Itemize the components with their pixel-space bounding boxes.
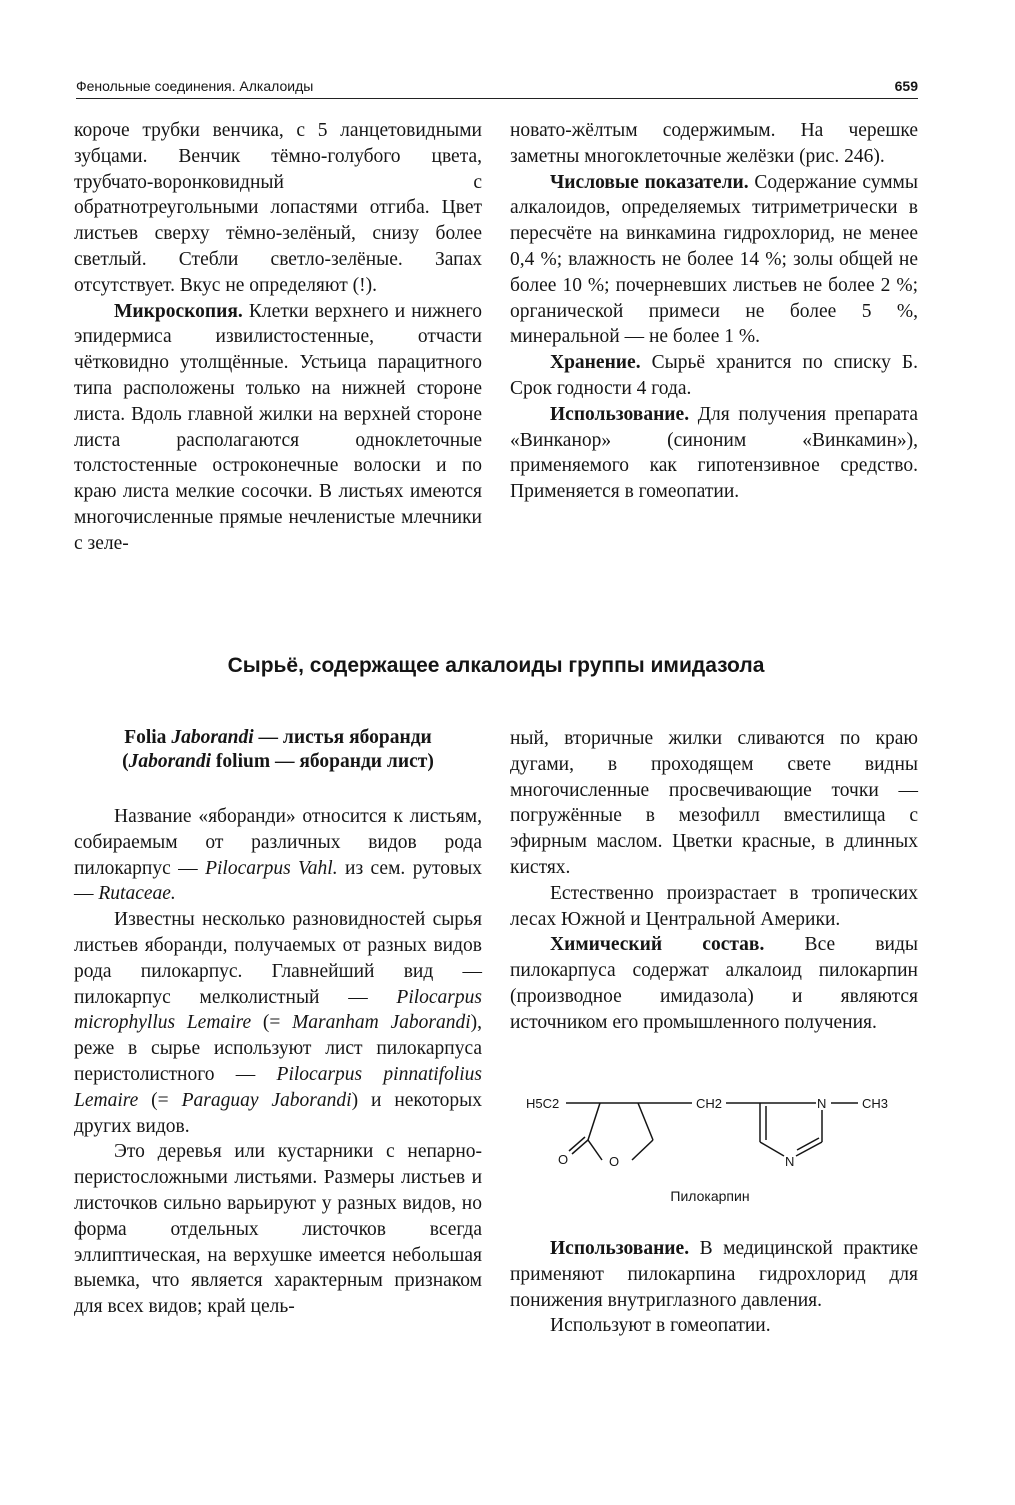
- label-ring-nitrogen: N: [785, 1154, 795, 1169]
- bond: [797, 1138, 819, 1150]
- paragraph-chemical-composition: [510, 932, 918, 1035]
- label-microscopy: Микроскопия.: [114, 300, 243, 322]
- text-medical-use: В медицинской практике применяют пилокарпина гидрохлорид для понижения внутриглазного давления.: [510, 1238, 918, 1311]
- paragraph-numeric-indicators: [510, 170, 918, 351]
- label-ch2: CH2: [696, 1096, 723, 1111]
- bond: [588, 1103, 600, 1140]
- text-chemical-composition: Все виды пилокарпуса содержат алкалоид пилокарпин (производное имидазола) и являются источником его промышленного получения.: [510, 934, 918, 1033]
- label-medical-use: Использование.: [550, 1238, 690, 1259]
- column-bottom-right: [510, 726, 918, 1036]
- bond: [760, 1142, 784, 1156]
- bond: [638, 1103, 653, 1140]
- bond: [588, 1140, 602, 1160]
- label-storage: Хранение.: [550, 352, 641, 374]
- label-ring-oxygen: O: [609, 1154, 620, 1169]
- paragraph-microscopy-end: новато-жёлтым содержимым. На черешке заметны многоклеточные желёзки (рис. 246).: [510, 120, 918, 167]
- paragraph-medical-use: [510, 1236, 918, 1313]
- paragraph-microscopy: [74, 299, 482, 557]
- label-ch3: CH3: [862, 1096, 889, 1111]
- page-header: [76, 76, 918, 100]
- column-top-right: [510, 118, 918, 505]
- paragraph-name-origin: Название «яборанди» относится к листьям, собираемым от различных видов рода пилокарпус — Pilocarpus Vahl. из сем. рутовых — Rutaceae.: [74, 806, 483, 905]
- paragraph-varieties: Известны несколько разновидностей сырья листьев яборанди, получаемых от разных видов рода пилокарпус. Главнейший вид — пилокарпус мелколистный — Pilocarpus microphyllus Lemaire (= Maranham Jaborandi), реже в сырье используют лист пилокарпуса перистолистного — Pilocarpus pinnatifolius Lemaire (= Paraguay Jaborandi) и некоторых других видов.: [74, 909, 482, 1137]
- label-h5c2: H5C2: [526, 1096, 560, 1111]
- paragraph-storage: [510, 350, 918, 402]
- running-head: Фенольные соединения. Алкалоиды: [76, 78, 314, 94]
- text-microscopy: Клетки верхнего и нижнего эпидермиса извилистостенные, отчасти чётковидно утолщённые. Устьица парацитного типа расположены только на нижней стороне листа. Вдоль главной жилки на верхней стороне листа располагаются одноклеточные толстостенные остроконечные волоски и по краю листа мелкие сосочки. В листьях имеются многочисленные прямые нечленистые млечники с зеле-: [74, 300, 482, 554]
- label-carbonyl-oxygen: O: [558, 1152, 569, 1167]
- article-title-line1: Folia Jaborandi — листья яборанди: [124, 727, 432, 748]
- header-rule: [76, 98, 918, 99]
- text-usage: Для получения препарата «Винканор» (синоним «Винкамин»), применяемого как гипотензивное средство. Применяется в гомеопатии.: [510, 403, 918, 503]
- structure-diagram: [520, 1082, 920, 1192]
- paragraph-description-end: короче трубки венчика, с 5 ланцетовидными зубцами. Венчик тёмно-голубого цвета, трубчато-воронковидный с обратнотреугольными лопастями отгиба. Цвет листьев сверху тёмно-зелёный, снизу более светлый. Стебли светло-зелёные. Запах отсутствует. Вкус не определяют (!).: [74, 120, 482, 296]
- label-methyl-nitrogen: N: [817, 1096, 827, 1111]
- column-bottom-right-lower: [510, 1236, 918, 1339]
- column-bottom-left: [74, 726, 482, 1320]
- paragraph-habitat: Естественно произрастает в тропических лесах Южной и Центральной Америки.: [510, 882, 918, 930]
- paragraph-usage: [510, 402, 918, 505]
- label-usage: Использование.: [550, 403, 690, 425]
- section-title: Сырьё, содержащее алкалоиды группы имидазола: [227, 654, 765, 677]
- paragraph-morphology: Это деревья или кустарники с непарно-перистосложными листьями. Размеры листьев и листочков сильно варьируют у разных видов, но форма отдельных листочков всегда эллиптическая, на верхушке имеется небольшая выемка, что является характерным признаком для всех видов; край цель-: [74, 1141, 482, 1318]
- text-storage: Сырьё хранится по списку Б. Срок годности 4 года.: [510, 352, 918, 399]
- paragraph-morphology-end: ный, вторичные жилки сливаются по краю дугами, в проходящем свете видны многочисленные просвечивающие точки — погружённые в мезофилл вместилища с эфирным маслом. Цветки красные, в длинных кистях.: [510, 728, 918, 878]
- text-numeric-indicators: Содержание суммы алкалоидов, определяемых титриметрически в пересчёте на винкамина гидрохлорид, не менее 0,4 %; влажность не более 14 %; золы общей не более 10 %; почерневших листьев не более 2 %; органической примеси не более 5 %, минеральной — не более 1 %.: [510, 171, 918, 348]
- page-number: 659: [894, 78, 918, 94]
- article-title: [74, 726, 482, 774]
- structure-caption: Пилокарпин: [670, 1188, 750, 1204]
- label-numeric-indicators: Числовые показатели.: [550, 171, 749, 193]
- article-title-line2: (Jaborandi folium — яборанди лист): [122, 751, 434, 772]
- label-chemical-composition: Химический состав.: [550, 934, 765, 956]
- bond: [632, 1140, 653, 1160]
- column-top-left: [74, 118, 482, 557]
- paragraph-homeopathy: Используют в гомеопатии.: [550, 1315, 771, 1337]
